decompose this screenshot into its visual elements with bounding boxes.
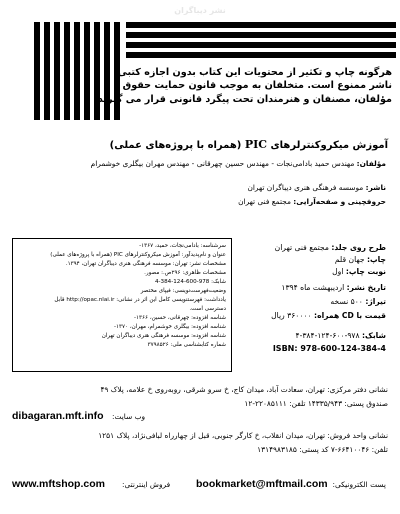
isbn-fa-value: ۹۷۸-۶۰۰-۱۲۴-۳۸۴-۴ <box>295 331 360 340</box>
copies-value: ۵۰۰ نسخه <box>330 297 363 306</box>
catalog-line: شناسه افزوده: موسسه فرهنگی هنری دیباگران تهران <box>101 333 226 339</box>
book-title-en: PIC <box>244 138 268 151</box>
price-line <box>236 310 386 321</box>
book-title-fa: آموزش میکروکنترلرهای <box>270 140 388 151</box>
catalog-line: شابک: 978-600-124-384-4 <box>154 279 226 285</box>
banner-line: مؤلفان، مصنفان و هنرمندان تحت پیگرد قانونی قرار می گیرند. <box>94 93 392 105</box>
authors-value: مهندس حمید بادامی‌نجات - مهندس حسین چهرقانی - مهندس مهران بیگلری خوشمرام <box>90 159 355 168</box>
edition-value: اول <box>332 267 344 276</box>
publisher-line <box>10 182 386 193</box>
isbn-label: شابک: <box>362 331 386 340</box>
banner-line: ناشر ممنوع است. متخلفان به موجب قانون حمایت حقوق <box>122 80 392 92</box>
email-label: پست الکترونیکی: <box>332 480 386 489</box>
cover-label: طرح روی جلد: <box>331 243 386 252</box>
central-office-address: نشانی دفتر مرکزی: تهران، سعادت آباد، میدان کاج، خ سرو شرقی، روبه‌روی خ علامه، پلاک ۴۹ <box>100 385 388 394</box>
catalog-line: شماره کتابشناسی ملی: ۳۷۹۸۵۲۶ <box>147 342 226 348</box>
shop-link[interactable]: www.mftshop.com <box>12 478 105 490</box>
edition-line <box>236 266 386 277</box>
authors-line <box>10 158 386 169</box>
banner-text <box>94 66 392 106</box>
catalog-line: مشخصات نشر: تهران: موسسه فرهنگی هنری دیباگران تهران، ۱۳۹۴. <box>65 261 226 267</box>
website-link[interactable]: dibagaran.mft.info <box>12 410 104 422</box>
authors-label: مؤلفان: <box>356 159 386 168</box>
catalog-line: شناسه افزوده: چهرقانی، حسین، ۱۳۶۶- <box>134 315 226 321</box>
copies-line <box>236 296 386 307</box>
catalog-line: عنوان و نام‌پدیدآور: آموزش میکروکنترلرهای PIC (همراه با پروژه‌های عملی) <box>50 252 226 258</box>
book-title-tail: (همراه با پروژه‌های عملی) <box>109 140 242 151</box>
catalog-box <box>12 238 232 372</box>
banner-line: هرگونه چاپ و تکثیر از محتویات این کتاب بدون اجازه کتبی <box>117 67 392 78</box>
catalog-line: سرشناسه: بادامی‌نجات، حمید، ۱۳۶۷- <box>139 243 226 249</box>
copyright-banner <box>34 22 396 120</box>
isbn-fa-line <box>236 330 386 341</box>
faded-header-text: نشر دیباگران <box>174 6 226 15</box>
typesetting-line <box>10 196 386 207</box>
cover-value: مجتمع فنی تهران <box>274 243 329 252</box>
shop-label: فروش اینترنتی: <box>122 480 171 489</box>
catalog-line: یادداشت: فهرستنویسی کامل این اثر در نشانی: http://opac.nlai.ir قابل <box>54 297 226 303</box>
catalog-line: وضعیت‌فهرست‌نویسی: فیپای مختصر <box>140 288 226 294</box>
print-label: چاپ: <box>367 255 386 264</box>
date-label: تاریخ نشر: <box>346 283 386 292</box>
catalog-line: دسترسی است. <box>189 306 226 312</box>
print-value: جهان قلم <box>334 255 365 264</box>
date-line <box>236 282 386 293</box>
publisher-label: ناشر: <box>365 183 386 192</box>
sales-phone: تلفن: ۶۶۴۱۰۰۴۶-۷ کد پستی: ۱۳۱۴۹۸۳۱۸۵ <box>257 445 388 454</box>
print-line <box>236 254 386 265</box>
website-label: وب سایت: <box>112 412 146 421</box>
email-link[interactable]: bookmarket@mftmail.com <box>196 478 328 490</box>
catalog-line: شناسه افزوده: بیگلری خوشمرام، مهران، ۱۳۷۰- <box>114 324 226 330</box>
publisher-value: موسسه فرهنگی هنری دیباگران تهران <box>247 183 364 192</box>
price-value: ۳۶۰۰۰۰ ریال <box>271 311 312 320</box>
typesetting-label: حروفچینی و صفحه‌آرایی: <box>293 197 386 206</box>
book-title <box>8 138 388 153</box>
sales-unit-address: نشانی واحد فروش: تهران، میدان انقلاب، خ کارگر جنوبی، قبل از چهارراه لبافی‌نژاد، پلاک ۱۲۵۱ <box>98 431 388 440</box>
date-value: اردیبهشت ماه ۱۳۹۴ <box>281 283 345 292</box>
price-label: قیمت با CD همراه: <box>314 311 386 320</box>
catalog-line: مشخصات ظاهری: ۲۹۶ص.: مصور. <box>144 270 226 276</box>
isbn-en: ISBN: 978-600-124-384-4 <box>272 344 386 353</box>
edition-label: نوبت چاپ: <box>345 267 386 276</box>
typesetting-value: مجتمع فنی تهران <box>238 197 291 206</box>
cover-line <box>236 242 386 253</box>
copies-label: تیراژ: <box>365 297 386 306</box>
po-box: صندوق پستی: ۱۴۳۳۵/۹۴۳ تلفن: ۲۲۰۸۵۱۱۱-۱۲ <box>244 399 388 408</box>
